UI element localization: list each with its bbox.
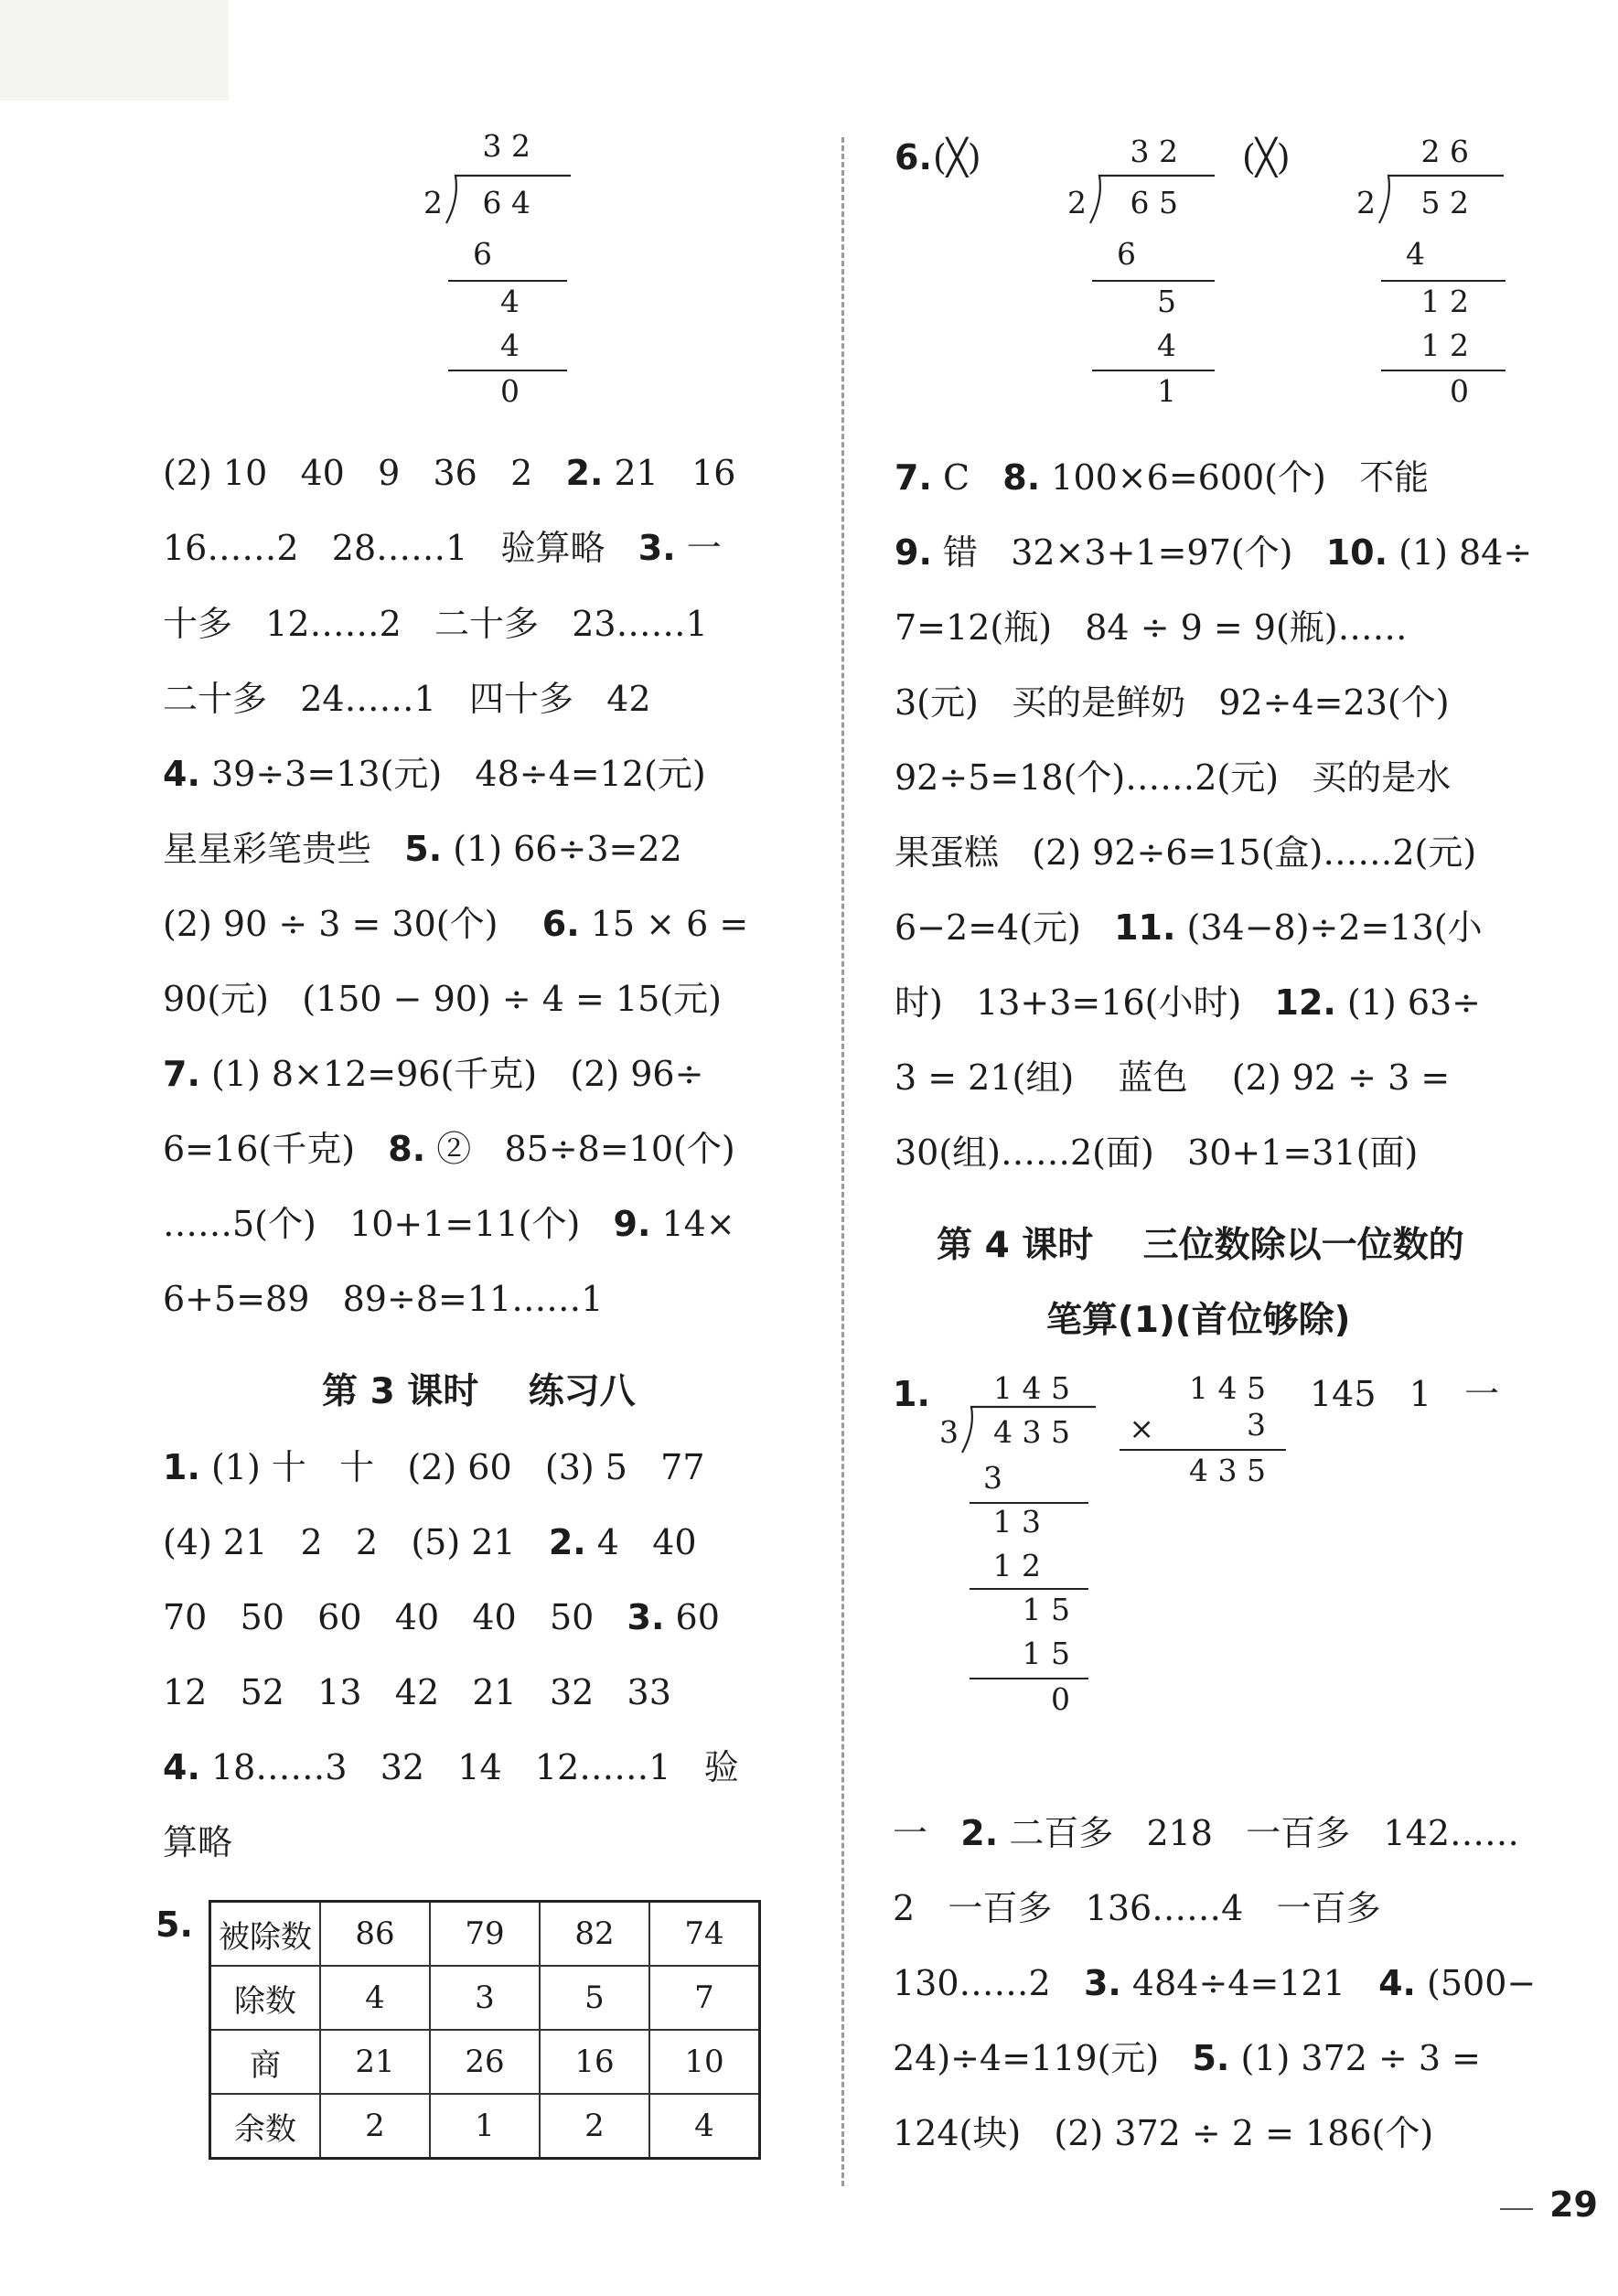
times-sign: × — [1129, 1411, 1154, 1446]
answer-line: 时) 13+3=16(小时) 12. (1) 63÷ — [895, 982, 1482, 1023]
product: 4 3 5 — [1189, 1453, 1266, 1488]
quotient: 3 2 — [482, 128, 530, 164]
quotient: 2 6 — [1420, 134, 1469, 169]
answer-line: 十多 12……2 二十多 23……1 — [163, 604, 708, 644]
step: 4 — [500, 284, 520, 319]
wrong-mark: (╳) — [933, 137, 981, 177]
answer-line: 30(组)……2(面) 30+1=31(面) — [895, 1132, 1419, 1173]
question-label: 6. — [895, 137, 932, 177]
multiplier: 3 — [1247, 1407, 1266, 1443]
dividend: 6 4 — [482, 185, 530, 220]
answer-line: 24)÷4=119(元) 5. (1) 372 ÷ 3 = — [893, 2038, 1481, 2078]
answer-line: (4) 21 2 2 (5) 21 2. 4 40 — [163, 1522, 697, 1562]
table-row: 除数 4 3 5 7 — [210, 1966, 760, 2030]
answer-line: 星星彩笔贵些 5. (1) 66÷3=22 — [163, 829, 682, 869]
answer-line: 3 = 21(组) 蓝色 (2) 92 ÷ 3 = — [895, 1057, 1451, 1098]
page-number-dash — [1500, 2208, 1533, 2210]
wrong-mark: (╳) — [1242, 137, 1291, 177]
quotient: 3 2 — [1130, 134, 1178, 169]
quotient: 1 4 5 — [993, 1370, 1070, 1406]
answer-line: 4. 18……3 32 14 12……1 验 — [163, 1747, 739, 1787]
answer-line: 6−2=4(元) 11. (34−8)÷2=13(小 — [895, 907, 1483, 948]
step: 0 — [500, 373, 520, 409]
answer-line: 130……2 3. 484÷4=121 4. (500− — [893, 1963, 1537, 2003]
answer-line: 果蛋糕 (2) 92÷6=15(盒)……2(元) — [895, 832, 1477, 873]
answer-line: ……5(个) 10+1=11(个) 9. 14× — [163, 1204, 735, 1244]
step: 4 — [500, 327, 520, 363]
answer-line: (2) 90 ÷ 3 = 30(个) 6. 15 × 6 = — [163, 904, 749, 944]
answer-line: 7=12(瓶) 84 ÷ 9 = 9(瓶)…… — [895, 607, 1408, 648]
answer-line: 12 52 13 42 21 32 33 — [163, 1672, 671, 1712]
step: 3 — [983, 1460, 1002, 1496]
divisor: 3 — [939, 1414, 959, 1450]
long-division-65-by-2 — [1065, 134, 1229, 426]
multiplicand: 1 4 5 — [1189, 1370, 1266, 1406]
answer-line: 7. (1) 8×12=96(千克) (2) 96÷ — [163, 1054, 704, 1094]
column-divider — [841, 137, 844, 2186]
step: 1 2 — [992, 1548, 1041, 1583]
step: 5 — [1157, 284, 1176, 319]
answer-line: 145 1 一 — [1310, 1374, 1500, 1414]
question-label: 1. — [893, 1374, 930, 1414]
answer-line: 7. C 8. 100×6=600(个) 不能 — [895, 457, 1430, 498]
answer-line: 6=16(千克) 8. ② 85÷8=10(个) — [163, 1129, 735, 1169]
answer-line: 二十多 24……1 四十多 42 — [163, 679, 651, 719]
answer-line: 16……2 28……1 验算略 3. 一 — [163, 528, 722, 568]
long-division-435-by-3 — [937, 1370, 1120, 1791]
dividend: 5 2 — [1420, 185, 1469, 220]
division-table — [209, 1900, 761, 2160]
answer-line: 90(元) (150 − 90) ÷ 4 = 15(元) — [163, 979, 722, 1019]
step: 1 2 — [1420, 284, 1469, 319]
step: 1 — [1157, 373, 1176, 409]
divisor: 2 — [1356, 185, 1376, 220]
section-title-lesson-4: 第 4 课时 三位数除以一位数的 — [937, 1225, 1464, 1266]
answer-line: 一 2. 二百多 218 一百多 142…… — [893, 1813, 1519, 1853]
step: 4 — [1157, 327, 1176, 363]
question-label: 5. — [155, 1904, 193, 1945]
table-row: 余数 2 1 2 4 — [210, 2094, 760, 2159]
page-number: 29 — [1549, 2184, 1598, 2225]
step: 4 — [1406, 236, 1425, 272]
answer-line: 92÷5=18(个)……2(元) 买的是水 — [895, 757, 1452, 798]
answer-line: 4. 39÷3=13(元) 48÷4=12(元) — [163, 754, 706, 794]
section-title-lesson-4-line2: 笔算(1)(首位够除) — [1046, 1300, 1351, 1341]
answer-line: 2 一百多 136……4 一百多 — [893, 1888, 1381, 1928]
long-division-52-by-2 — [1354, 134, 1518, 426]
long-division-64-by-2 — [421, 128, 585, 421]
answer-line: 1. (1) 十 十 (2) 60 (3) 5 77 — [163, 1447, 705, 1487]
step: 0 — [1051, 1681, 1070, 1717]
section-title-lesson-3: 第 3 课时 练习八 — [322, 1371, 636, 1412]
step: 0 — [1450, 373, 1469, 409]
dividend: 6 5 — [1130, 185, 1178, 220]
scan-corner-shade — [0, 0, 229, 101]
step: 6 — [1117, 236, 1136, 272]
answer-line: (2) 10 40 9 36 2 2. 21 16 — [163, 453, 736, 493]
answer-line: 算略 — [163, 1822, 233, 1862]
step: 1 5 — [1022, 1636, 1070, 1671]
answer-line: 6+5=89 89÷8=11……1 — [163, 1279, 604, 1319]
dividend: 4 3 5 — [993, 1414, 1070, 1450]
verification-multiplication — [1116, 1370, 1299, 1517]
table-row: 被除数 86 79 82 74 — [210, 1902, 760, 1967]
step: 1 2 — [1420, 327, 1469, 363]
divisor: 2 — [423, 185, 443, 220]
answer-line: 3(元) 买的是鲜奶 92÷4=23(个) — [895, 682, 1450, 723]
answer-line: 124(块) (2) 372 ÷ 2 = 186(个) — [893, 2113, 1434, 2153]
step: 1 3 — [992, 1504, 1041, 1540]
step: 1 5 — [1022, 1592, 1070, 1627]
answer-line: 9. 错 32×3+1=97(个) 10. (1) 84÷ — [895, 532, 1533, 573]
answer-line: 70 50 60 40 40 50 3. 60 — [163, 1597, 720, 1637]
table-row: 商 21 26 16 10 — [210, 2030, 760, 2094]
divisor: 2 — [1067, 185, 1087, 220]
step: 6 — [473, 236, 492, 272]
